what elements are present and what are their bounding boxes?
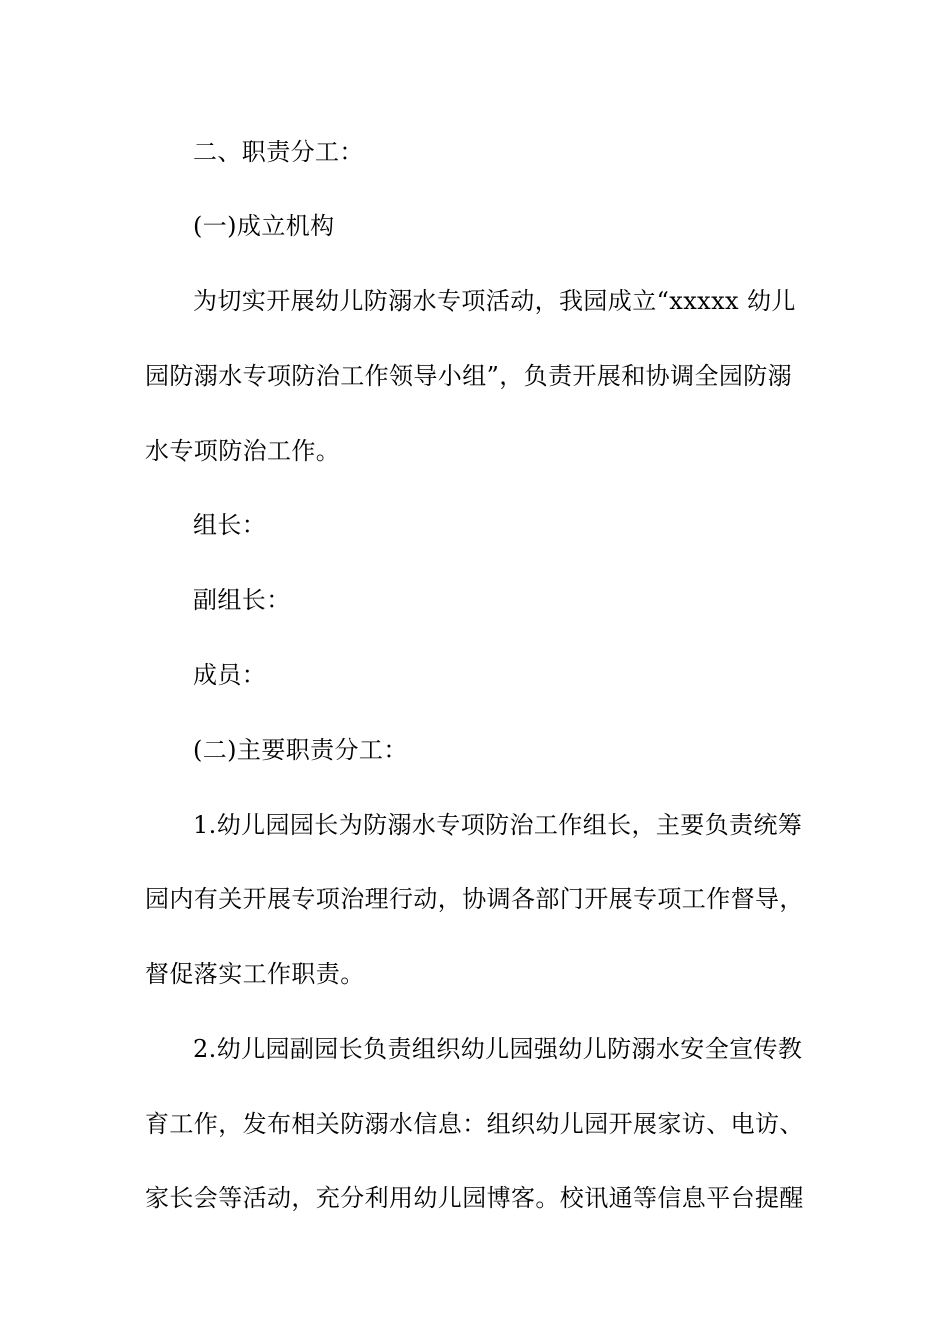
list-item-line: 园内有关开展专项治理行动，协调各部门开展专项工作督导，: [145, 885, 804, 913]
members-label: 成员：: [193, 661, 267, 689]
subsection-heading-duties: (二)主要职责分工：: [193, 736, 408, 764]
paragraph-line: 园防溺水专项防治工作领导小组”，负责开展和协调全园防溺: [145, 362, 793, 390]
section-heading: 二、职责分工：: [193, 138, 364, 166]
list-item-line: 育工作，发布相关防溺水信息：组织幼儿园开展家访、电访、: [145, 1110, 804, 1138]
paragraph-line: 水专项防治工作。: [145, 437, 341, 465]
list-item-line: 家长会等活动，充分利用幼儿园博客。校讯通等信息平台提醒: [145, 1184, 804, 1212]
leader-label: 组长：: [193, 511, 267, 539]
list-item-line: 督促落实工作职责。: [145, 960, 365, 988]
subsection-heading-establish: (一)成立机构: [193, 212, 335, 240]
deputy-leader-label: 副组长：: [193, 586, 291, 614]
list-item-line: 2.幼儿园副园长负责组织幼儿园强幼儿防溺水安全宣传教: [193, 1035, 803, 1063]
paragraph-line: 为切实开展幼儿防溺水专项活动，我园成立“xxxxx 幼儿: [193, 287, 796, 315]
list-item-line: 1.幼儿园园长为防溺水专项防治工作组长，主要负责统筹: [193, 811, 803, 839]
